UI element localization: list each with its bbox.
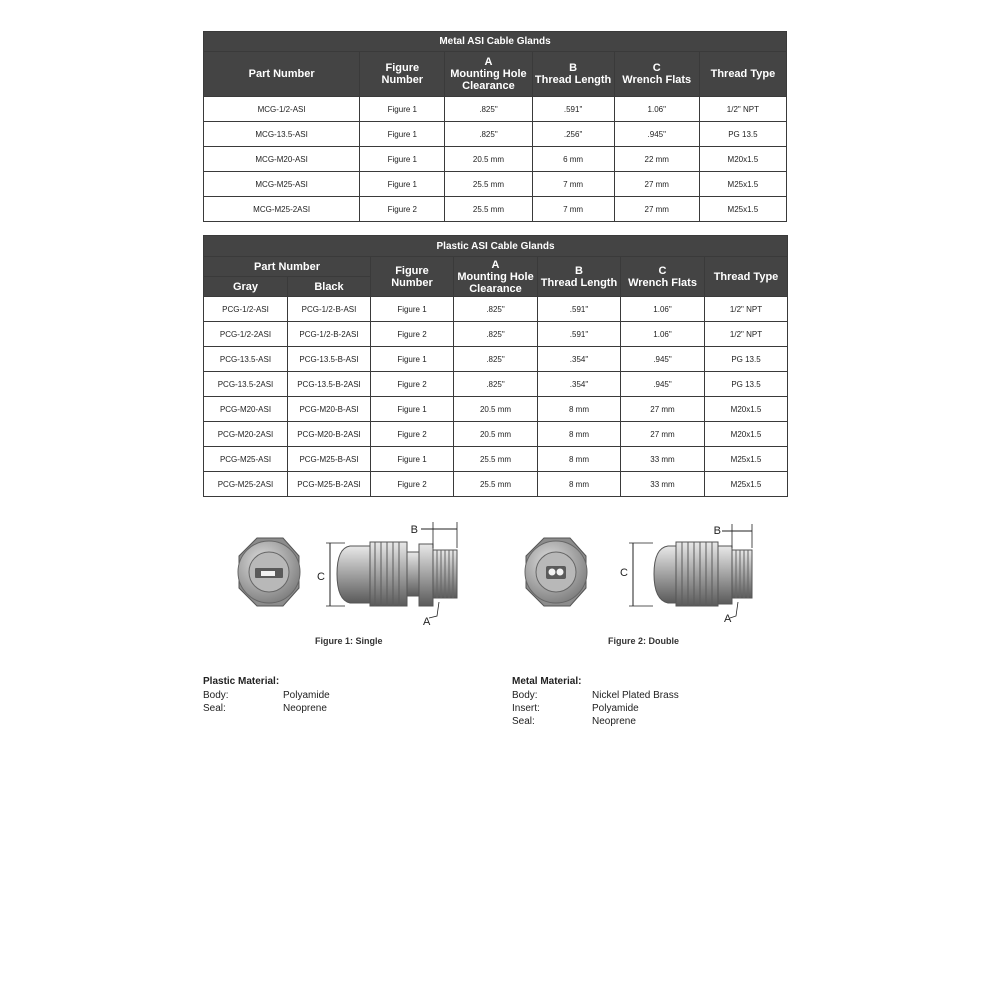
header-black: Black [288, 277, 371, 297]
dim-b-label: B [410, 524, 418, 536]
table-cell: PCG-M25-B-2ASI [288, 472, 371, 497]
figure-2-caption: Figure 2: Double [608, 636, 680, 646]
table-cell: 6 mm [532, 147, 614, 172]
table-cell: 25.5 mm [445, 172, 532, 197]
table-cell: PG 13.5 [705, 347, 788, 372]
table-cell: 1.06" [614, 97, 699, 122]
table-cell: M20x1.5 [705, 397, 788, 422]
table-cell: .825" [454, 347, 538, 372]
metal-material-row: Seal: Neoprene [512, 716, 636, 727]
table-cell: .825" [445, 122, 532, 147]
table-cell: MCG-1/2-ASI [204, 97, 360, 122]
metal-table-title: Metal ASI Cable Glands [204, 32, 787, 52]
table-row [204, 447, 788, 472]
header-a: A Mounting Hole Clearance [454, 257, 538, 297]
table-row [204, 147, 787, 172]
table-cell: Figure 2 [371, 372, 454, 397]
table-cell: .825" [454, 297, 538, 322]
header-figure-number: Figure Number [360, 52, 445, 97]
table-cell: PCG-13.5-B-2ASI [288, 372, 371, 397]
dim-a-label: A [423, 616, 431, 628]
table-cell: 1/2" NPT [699, 97, 786, 122]
metal-material-row: Insert: Polyamide [512, 703, 639, 714]
dim-a-label: A [724, 613, 732, 625]
table-cell: Figure 1 [371, 297, 454, 322]
figure-1-caption: Figure 1: Single [315, 636, 383, 646]
table-cell: Figure 2 [360, 197, 445, 222]
header-part-number: Part Number [204, 257, 371, 277]
table-cell: PCG-1/2-B-ASI [288, 297, 371, 322]
table-cell: 27 mm [621, 397, 705, 422]
table-cell: Figure 1 [360, 147, 445, 172]
table-row [204, 322, 788, 347]
table-row [204, 97, 787, 122]
figure-2-double-drawing [518, 518, 768, 628]
table-cell: 7 mm [532, 197, 614, 222]
table-cell: Figure 1 [360, 122, 445, 147]
plastic-material-block [203, 676, 330, 715]
dim-b-label: B [713, 525, 721, 537]
table-cell: .256" [532, 122, 614, 147]
table-cell: PCG-M25-2ASI [204, 472, 288, 497]
table-cell: .591" [532, 97, 614, 122]
header-c: C Wrench Flats [614, 52, 699, 97]
table-cell: PCG-M25-B-ASI [288, 447, 371, 472]
table-cell: .354" [538, 372, 621, 397]
table-cell: 8 mm [538, 397, 621, 422]
plastic-table-title: Plastic ASI Cable Glands [204, 236, 788, 257]
table-cell: .825" [454, 322, 538, 347]
header-figure-number: Figure Number [371, 257, 454, 297]
table-cell: Figure 1 [360, 97, 445, 122]
table-cell: PCG-M25-ASI [204, 447, 288, 472]
table-cell: M20x1.5 [705, 422, 788, 447]
table-cell: PG 13.5 [699, 122, 786, 147]
plastic-material-row: Seal: Neoprene [203, 703, 327, 714]
table-row [204, 172, 787, 197]
table-row [204, 472, 788, 497]
header-a: A Mounting Hole Clearance [445, 52, 532, 97]
table-cell: Figure 1 [371, 447, 454, 472]
table-cell: .825" [445, 97, 532, 122]
table-cell: 25.5 mm [445, 197, 532, 222]
figure-1-single-drawing [225, 518, 475, 628]
table-cell: PCG-1/2-ASI [204, 297, 288, 322]
header-b: B Thread Length [538, 257, 621, 297]
table-cell: MCG-13.5-ASI [204, 122, 360, 147]
table-cell: 20.5 mm [454, 397, 538, 422]
header-gray: Gray [204, 277, 288, 297]
table-cell: M25x1.5 [699, 197, 786, 222]
table-cell: .945" [621, 372, 705, 397]
table-cell: PCG-13.5-ASI [204, 347, 288, 372]
table-cell: PCG-M20-B-2ASI [288, 422, 371, 447]
table-cell: .945" [614, 122, 699, 147]
table-cell: MCG-M25-ASI [204, 172, 360, 197]
table-cell: PCG-1/2-2ASI [204, 322, 288, 347]
metal-glands-table [203, 31, 787, 222]
table-cell: M25x1.5 [699, 172, 786, 197]
table-row [204, 422, 788, 447]
table-cell: PCG-M20-B-ASI [288, 397, 371, 422]
header-thread-type: Thread Type [705, 257, 788, 297]
table-row [204, 297, 788, 322]
table-cell: M20x1.5 [699, 147, 786, 172]
table-cell: PCG-M20-ASI [204, 397, 288, 422]
table-cell: .945" [621, 347, 705, 372]
table-cell: 33 mm [621, 472, 705, 497]
header-c: C Wrench Flats [621, 257, 705, 297]
table-cell: PCG-13.5-B-ASI [288, 347, 371, 372]
table-row [204, 197, 787, 222]
dim-c-label: C [317, 571, 325, 583]
metal-material-row: Body: Nickel Plated Brass [512, 690, 679, 701]
table-cell: 20.5 mm [454, 422, 538, 447]
header-thread-type: Thread Type [699, 52, 786, 97]
table-cell: PCG-1/2-B-2ASI [288, 322, 371, 347]
plastic-material-heading: Plastic Material: [203, 676, 280, 687]
table-cell: Figure 1 [371, 347, 454, 372]
table-cell: 33 mm [621, 447, 705, 472]
table-cell: 7 mm [532, 172, 614, 197]
table-cell: 1.06" [621, 297, 705, 322]
table-cell: .591" [538, 322, 621, 347]
table-row [204, 397, 788, 422]
metal-material-block [512, 676, 679, 728]
table-cell: Figure 1 [371, 397, 454, 422]
header-part-number: Part Number [204, 52, 360, 97]
table-cell: MCG-M25-2ASI [204, 197, 360, 222]
table-cell: .825" [454, 372, 538, 397]
table-cell: Figure 2 [371, 472, 454, 497]
table-cell: M25x1.5 [705, 472, 788, 497]
table-cell: .591" [538, 297, 621, 322]
table-cell: 20.5 mm [445, 147, 532, 172]
header-b: B Thread Length [532, 52, 614, 97]
table-cell: 27 mm [614, 172, 699, 197]
table-cell: Figure 1 [360, 172, 445, 197]
table-cell: 8 mm [538, 447, 621, 472]
table-cell: 8 mm [538, 422, 621, 447]
plastic-material-row: Body: Polyamide [203, 690, 330, 701]
table-cell: 25.5 mm [454, 447, 538, 472]
table-cell: 27 mm [614, 197, 699, 222]
table-cell: M25x1.5 [705, 447, 788, 472]
table-cell: 1/2" NPT [705, 322, 788, 347]
table-cell: 1/2" NPT [705, 297, 788, 322]
table-cell: 22 mm [614, 147, 699, 172]
table-cell: PG 13.5 [705, 372, 788, 397]
table-row [204, 372, 788, 397]
table-cell: .354" [538, 347, 621, 372]
table-cell: 25.5 mm [454, 472, 538, 497]
table-cell: Figure 2 [371, 322, 454, 347]
table-cell: Figure 2 [371, 422, 454, 447]
table-cell: PCG-M20-2ASI [204, 422, 288, 447]
table-row [204, 347, 788, 372]
plastic-glands-table [203, 235, 788, 497]
table-cell: 1.06" [621, 322, 705, 347]
table-cell: 27 mm [621, 422, 705, 447]
table-row [204, 122, 787, 147]
metal-material-heading: Metal Material: [512, 676, 582, 687]
table-cell: MCG-M20-ASI [204, 147, 360, 172]
table-cell: 8 mm [538, 472, 621, 497]
table-cell: PCG-13.5-2ASI [204, 372, 288, 397]
dim-c-label: C [620, 567, 628, 579]
